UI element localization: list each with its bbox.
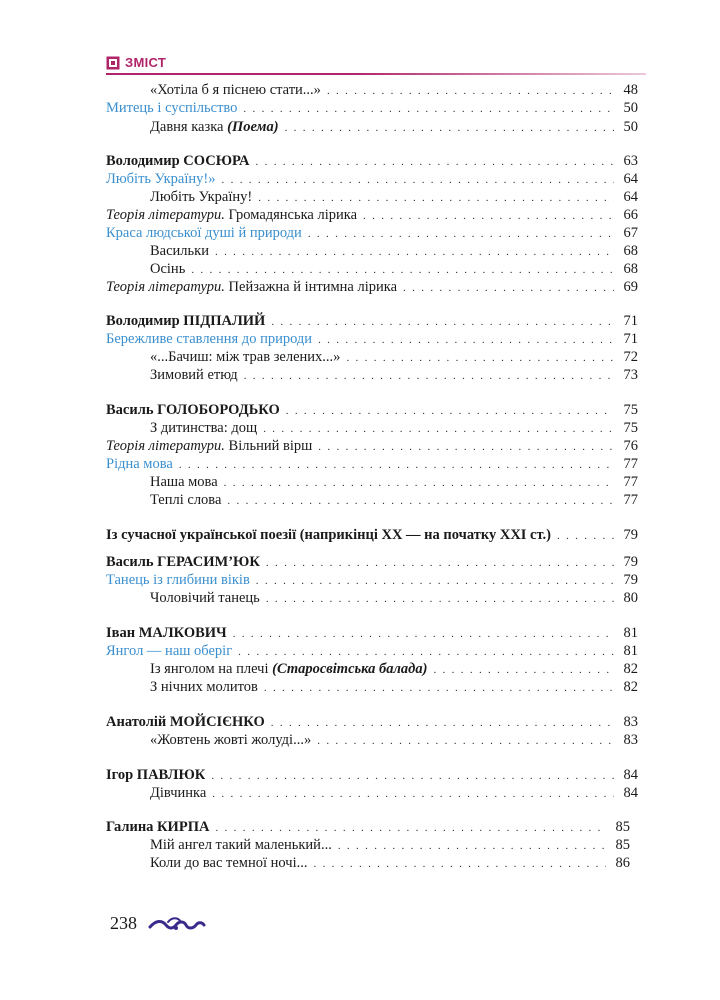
toc-entry-title: Мій ангел такий маленький... (150, 837, 332, 853)
toc-entry-title: Теорія літератури. Пейзажна й інтимна лірика (106, 279, 398, 295)
dot-leader (318, 331, 614, 349)
dot-leader (224, 474, 614, 492)
toc-entry-page: 71 (623, 313, 638, 329)
toc-entry-page: 79 (623, 554, 638, 570)
dot-leader (238, 643, 614, 661)
toc-entry[interactable] (150, 118, 638, 136)
toc-entry-page: 85 (615, 819, 630, 835)
toc-entry-page: 75 (623, 420, 638, 436)
toc-entry-page: 48 (623, 82, 638, 98)
dot-leader (266, 554, 614, 572)
toc-entry-page: 73 (623, 367, 638, 383)
toc-section-heading-title: Із сучасної української поезії (наприкінці ХХ — на початку ХХІ ст.) (106, 527, 551, 543)
toc-author-name: Володимир ПІДПАЛИЙ (106, 313, 266, 329)
toc-entry-page: 83 (623, 732, 638, 748)
toc-entry-title: Давня казка (Поема) (150, 119, 279, 135)
toc-entry[interactable] (150, 854, 630, 872)
toc-entry-title: Зимовий етюд (150, 367, 238, 383)
toc-entry[interactable] (150, 81, 638, 99)
dot-leader (227, 492, 614, 510)
dot-leader (264, 679, 614, 697)
toc-author-entry[interactable] (106, 713, 638, 731)
toc-entry-page: 83 (623, 714, 638, 730)
toc-entry-title: Теорія літератури. Громадянська лірика (106, 207, 358, 223)
toc-entry-title: «Жовтень жовті жолуді...» (150, 732, 312, 748)
page-number: 238 (110, 913, 137, 933)
table-of-contents (106, 0, 644, 1000)
toc-author-entry[interactable] (106, 553, 638, 571)
dot-leader (308, 225, 614, 243)
toc-entry-page: 84 (623, 785, 638, 801)
dot-leader (318, 438, 614, 456)
toc-entry-title: Любіть Україну! (150, 189, 253, 205)
dot-leader (346, 349, 614, 367)
toc-entry[interactable] (150, 731, 638, 749)
toc-author-entry[interactable] (106, 401, 638, 419)
dot-leader (256, 572, 614, 590)
toc-entry-page: 50 (623, 100, 638, 116)
toc-entry-page: 86 (615, 855, 630, 871)
toc-entry-page: 64 (623, 171, 638, 187)
dot-leader (256, 153, 614, 171)
toc-entry-page: 85 (615, 837, 630, 853)
toc-author-name: Ігор ПАВЛЮК (106, 767, 206, 783)
toc-author-name: Анатолій МОЙСІЄНКО (106, 714, 265, 730)
dot-leader (215, 243, 614, 261)
toc-entry-page: 77 (623, 474, 638, 490)
toc-entry-page: 80 (623, 590, 638, 606)
toc-entry-title: Наша мова (150, 474, 218, 490)
toc-author-name: Іван МАЛКОВИЧ (106, 625, 227, 641)
toc-entry-title: Із янголом на плечі (Старосвітська балада) (150, 661, 428, 677)
dot-leader (317, 732, 614, 750)
toc-entry[interactable] (150, 678, 638, 696)
toc-entry[interactable] (106, 642, 638, 660)
toc-entry-page: 75 (623, 402, 638, 418)
toc-entry-title: Дівчинка (150, 785, 207, 801)
toc-author-name: Галина КИРПА (106, 819, 210, 835)
dot-leader (179, 456, 614, 474)
toc-entry[interactable] (106, 571, 638, 589)
dot-leader (244, 367, 614, 385)
toc-entry-page: 77 (623, 492, 638, 508)
dot-leader (285, 119, 614, 137)
dot-leader (286, 402, 614, 420)
toc-entry-title: Осінь (150, 261, 186, 277)
toc-entry-page: 82 (623, 661, 638, 677)
dot-leader (363, 207, 614, 225)
toc-entry-title: З нічних молитов (150, 679, 258, 695)
toc-entry-page: 63 (623, 153, 638, 169)
toc-author-name: Володимир СОСЮРА (106, 153, 250, 169)
toc-entry-page: 50 (623, 119, 638, 135)
dot-leader (327, 82, 614, 100)
toc-section-link[interactable]: Митець і суспільство (106, 100, 238, 116)
toc-entry-title: «Хотіла б я піснею стати...» (150, 82, 321, 98)
dot-leader (271, 714, 614, 732)
toc-entry[interactable] (150, 260, 638, 278)
toc-author-entry[interactable] (106, 312, 638, 330)
dot-leader (266, 590, 614, 608)
ornament-icon (148, 916, 206, 934)
dot-leader (433, 661, 614, 679)
toc-entry-page: 84 (623, 767, 638, 783)
dot-leader (215, 819, 606, 837)
toc-entry-page: 64 (623, 189, 638, 205)
toc-entry[interactable] (150, 589, 638, 607)
toc-entry-title: Васильки (150, 243, 209, 259)
toc-entry-title: Теплі слова (150, 492, 222, 508)
dot-leader (212, 785, 614, 803)
toc-section-link[interactable]: Бережливе ставлення до природи (106, 331, 313, 347)
dot-leader (338, 837, 606, 855)
toc-entry[interactable] (106, 206, 638, 224)
toc-entry[interactable] (150, 188, 638, 206)
toc-entry-title: Коли до вас темної ночі... (150, 855, 308, 871)
toc-entry-page: 72 (623, 349, 638, 365)
dot-leader (243, 100, 614, 118)
section-title: ЗМІСТ (125, 55, 167, 70)
toc-entry-title: «...Бачиш: між трав зелених...» (150, 349, 341, 365)
toc-entry[interactable] (150, 491, 638, 509)
toc-entry[interactable] (106, 170, 638, 188)
toc-entry-page: 77 (623, 456, 638, 472)
toc-entry[interactable] (106, 330, 638, 348)
toc-entry[interactable] (106, 437, 638, 455)
dot-leader (557, 527, 614, 545)
toc-entry-title: Теорія літератури. Вільний вірш (106, 438, 313, 454)
toc-section-link[interactable]: Янгол — наш оберіг (106, 643, 233, 659)
toc-entry-page: 68 (623, 261, 638, 277)
toc-section-link[interactable]: Рідна мова (106, 456, 173, 472)
toc-entry[interactable] (106, 99, 638, 117)
toc-entry[interactable] (150, 660, 638, 678)
toc-author-entry[interactable] (106, 152, 638, 170)
toc-author-name: Василь ГЕРАСИМ’ЮК (106, 554, 260, 570)
toc-author-entry[interactable] (106, 818, 630, 836)
toc-entry-page: 81 (623, 643, 638, 659)
toc-entry[interactable] (150, 473, 638, 491)
toc-section-link[interactable]: Краса людської душі й природи (106, 225, 302, 241)
dot-leader (258, 189, 614, 207)
toc-entry[interactable] (150, 784, 638, 802)
toc-entry[interactable] (106, 278, 638, 296)
toc-entry-page: 69 (623, 279, 638, 295)
toc-entry-page: 76 (623, 438, 638, 454)
toc-author-name: Василь ГОЛОБОРОДЬКО (106, 402, 280, 418)
toc-section-heading[interactable] (106, 526, 638, 544)
toc-section-link[interactable]: Любіть Україну!» (106, 171, 216, 187)
toc-entry-page: 79 (623, 527, 638, 543)
toc-entry-title: Чоловічий танець (150, 590, 260, 606)
dot-leader (313, 855, 606, 873)
dot-leader (271, 313, 614, 331)
toc-entry[interactable] (106, 224, 638, 242)
toc-entry[interactable] (106, 455, 638, 473)
dot-leader (263, 420, 614, 438)
toc-entry-page: 82 (623, 679, 638, 695)
toc-entry-page: 79 (623, 572, 638, 588)
toc-entry-page: 71 (623, 331, 638, 347)
toc-entry[interactable] (150, 419, 638, 437)
toc-entry-page: 67 (623, 225, 638, 241)
toc-author-entry[interactable] (106, 624, 638, 642)
toc-author-entry[interactable] (106, 766, 638, 784)
toc-entry[interactable] (150, 348, 638, 366)
toc-entry-page: 81 (623, 625, 638, 641)
dot-leader (403, 279, 614, 297)
toc-entry[interactable] (150, 242, 638, 260)
toc-entry-page: 68 (623, 243, 638, 259)
toc-entry-title: З дитинства: дощ (150, 420, 258, 436)
toc-entry[interactable] (150, 366, 638, 384)
toc-entry-page: 66 (623, 207, 638, 223)
toc-section-link[interactable]: Танець із глибини віків (106, 572, 250, 588)
dot-leader (222, 171, 615, 189)
toc-entry[interactable] (150, 836, 630, 854)
dot-leader (191, 261, 614, 279)
dot-leader (233, 625, 614, 643)
dot-leader (211, 767, 614, 785)
